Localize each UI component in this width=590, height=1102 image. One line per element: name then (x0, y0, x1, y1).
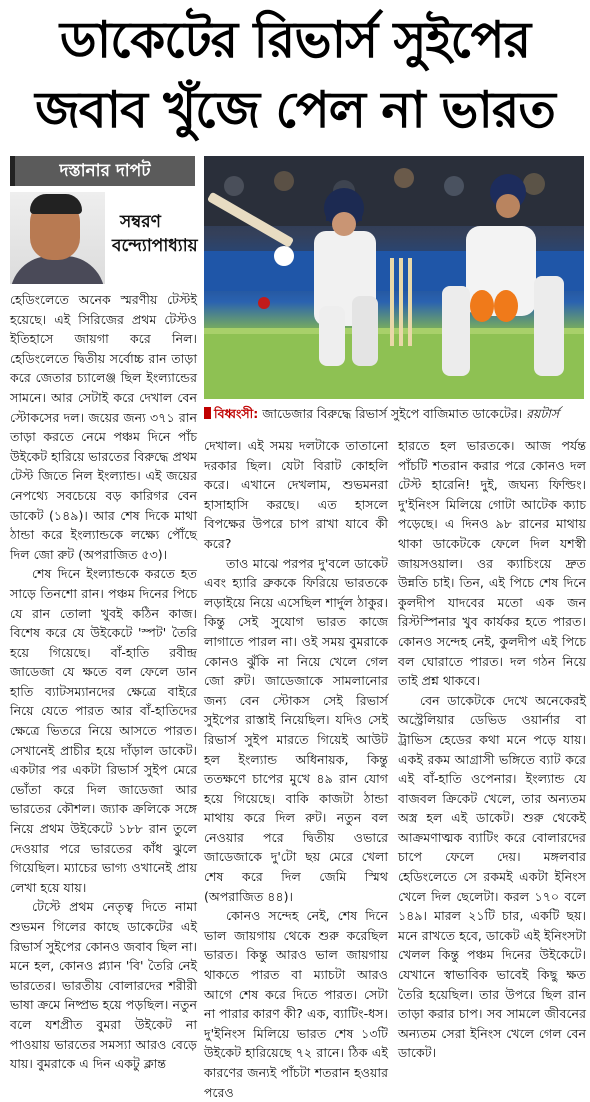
column-kicker: দস্তানার দাপট (10, 156, 195, 186)
article-column-1 (10, 290, 197, 1074)
caption-tag: বিধ্বংসী: (214, 406, 259, 421)
paragraph: কোনও সন্দেহ নেই, শেষ দিনে ভাল জায়গায় থেকে শুরু করেছিল ভারত। কিন্তু আরও ভাল জায়গায় থাকতে পারত বা ম্যাচটা আরও আগে শেষ করে দিতে পারত। সেটা না পারার কারণ কী? এক, ব্যাটিং-ধস। দু'ইনিংস মিলিয়ে ভারত শেষ ১৩টি উইকেট হারিয়েছে ৭২ রানে। ঠিক এই কারণের জন্যই পাঁচটা শতরান হওয়ার পরেও (204, 908, 389, 1100)
match-photo-illustration (204, 156, 584, 399)
paragraph: তাও মাঝে পরপর দু'বলে ডাকেট এবং হ্যারি ব্রুককে ফিরিয়ে ভারতকে লড়াইয়ে নিয়ে এসেছিল শার্দুল ঠাকুর। কিন্তু সেই সুযোগ ভারত কাজে লাগাতে পারল না। ওই সময় বুমরাকে কোনও ঝুঁকি না নিয়ে খেলে গেল জো রুট। জাডেজাকে সামলানোর জন্য বেন স্টোকস সেই রিভার্স সুইপের রাস্তাই নিয়েছিল। যদিও সেই রিভার্স সুইপ মারতে গিয়েই আউট হল ইংল্যান্ড অধিনায়ক, কিন্তু ততক্ষণে চাপের মুখে ৪৯ রান যোগ হয়ে গিয়েছে। বাকি কাজটা ঠান্ডা মাথায় করে দিল রুট। নতুন বল নেওয়ার পরে দ্বিতীয় ওভারে জাডেজাকে দু'টো ছয় মেরে খেলা শেষ করে দিল জেমি স্মিথ (অপরাজিত ৪৪)। (204, 555, 388, 904)
headline-line-2: জবাব খুঁজে পেল না ভারত (35, 81, 555, 139)
caption-marker (204, 407, 211, 419)
article-column-2 (204, 436, 388, 1102)
paragraph: বেন ডাকেটকে দেখে অনেকেরই অস্ট্রেলিয়ার ডেভিড ওয়ার্নার বা ট্রাভিস হেডের কথা মনে পড়ে যায়। একই রকম আগ্রাসী ভঙ্গিতে ব্যাট করে এই বাঁ-হাতি ওপেনার। ইংল্যান্ড যে বাজবল ক্রিকেট খেলে, তার অন্যতম অস্ত্র হল এই ডাকেট। শুরু থেকেই আক্রমণাত্মক ব্যাটিং করে বোলারদের চাপে ফেলে দেয়। মঙ্গলবার হেডিংলেতে সে রকমই একটা ইনিংস খেলে দিল ছেলেটা। করল ১৭০ বলে ১৪৯। মারল ২১টি চার, একটি ছয়। মনে রাখতে হবে, ডাকেট এই ইনিংসটা খেলল কিন্তু পঞ্চম দিনের উইকেটে। যেখানে স্বাভাবিক ভাবেই কিছু ক্ষত তৈরি হয়েছিল। তার উপরে ছিল রান তাড়া করার চাপ। সব সামলে জীবনের অন্যতম সেরা ইনিংস খেলে গেল বেন ডাকেট। (398, 692, 586, 1061)
caption-credit: রয়টার্স (526, 406, 560, 421)
paragraph: হেডিংলেতে অনেক স্মরণীয় টেস্টই হয়েছে। এই সিরিজের প্রথম টেস্টও ইতিহাসে জায়গা করে নিল। হেডিংলেতে দ্বিতীয় সর্বোচ্চ রান তাড়া করে জেতার চ্যালেঞ্জ ছিল ইংল্যান্ডের সামনে। আর সেটাই করে দেখাল বেন স্টোকসের দল। জয়ের জন্য ৩৭১ রান তাড়া করতে নেমে পঞ্চম দিনে পাঁচ উইকেট হারিয়ে ভারতের বিরুদ্ধে প্রথম টেস্ট জিতে নিল ইংল্যান্ড। এই জয়ের নেপথ্যে সবচেয়ে বড় কারিগর বেন ডাকেট (১৪৯)। আর শেষ দিকে মাথা ঠান্ডা করে ইংল্যান্ডকে লক্ষ্যে পৌঁছে দিল জো রুট (অপরাজিত ৫৩)। (10, 292, 197, 562)
author-photo (10, 192, 105, 284)
photo-caption (204, 405, 586, 423)
paragraph: দেখাল। এই সময় দলটাকে তাতানো দরকার ছিল। যেটা বিরাট কোহলি করে। এখানে দেখলাম, শুভমনরা হাসাহাসি করছে। এত হাসলে বিপক্ষের উপরে চাপ রাখা যাবে কী করে? (204, 438, 388, 551)
paragraph: হারতে হল ভারতকে। আজ পর্যন্ত পাঁচটি শতরান করার পরে কোনও দল টেস্ট হারেনি! দুই, জঘন্য ফিল্ডিং। দু'ইনিংস মিলিয়ে গোটা আটেক ক্যাচ পড়েছে। এ দিনও ৯৮ রানের মাথায় থাকা ডাকেটকে ফেলে দিল যশস্বী জায়সওয়াল। ওর ক্যাচিংয়ে দ্রুত উন্নতি চাই। তিন, এই পিচে শেষ দিনে কুলদীপ যাদবের মতো এক জন রিস্টস্পিনার খুব কার্যকর হতে পারত। কোনও সন্দেহ নেই, কুলদীপ এই পিচে বল ঘোরাতে পারত। দল গঠন নিয়ে তাই প্রশ্ন থাকবে। (398, 438, 586, 689)
article-column-3 (398, 436, 586, 1063)
author-last-name: বন্দ্যোপাধ্যায় (112, 236, 198, 256)
paragraph: টেস্টে প্রথম নেতৃত্ব দিতে নামা শুভমন গিলের কাছে ডাকেটের এই রিভার্স সুইপের কোনও জবাব ছিল না। মনে হল, কোনও প্ল্যান 'বি' তৈরি নেই ভারতের। ভারতীয় বোলারদের শরীরী ভাষা ক্রমে নিষ্প্রভ হয়ে পড়ছিল। নতুন বলে যশপ্রীত বুমরা উইকেট না পাওয়ায় ভারতের সমস্যা আরও বেড়ে যায়। বুমরাকে এ দিন একটু ক্লান্ত (10, 899, 197, 1072)
match-photo (204, 156, 584, 399)
paragraph: শেষ দিনে ইংল্যান্ডকে করতে হত সাড়ে তিনশো রান। পঞ্চম দিনের পিচে যে রান তোলা খুবই কঠিন কাজ। বিশেষ করে যে উইকেটে 'স্পট' তৈরি হয়ে গিয়েছে। বাঁ-হাতি রবীন্দ্র জাডেজা যে ক্ষতে বল ফেলে ডান হাতি ব্যাটসম্যানদের ক্ষেত্রে বাইরে নিয়ে যেতে পারত আর বাঁ-হাতিদের ক্ষেত্রে ভিতরে নিয়ে আসতে পারত। সেখানেই প্রাচীর হয়ে দাঁড়াল ডাকেট। একটার পর একটা রিভার্স সুইপ মেরে ভোঁতা করে দিল জাডেজা আর ভারতের কৌশল। জ্যাক ক্রলিকে সঙ্গে নিয়ে প্রথম উইকেটে ১৮৮ রান তুলে দেওয়ার পরে ভারতের কাঁধ ঝুলে গিয়েছিল। ম্যাচের ভাগ্য ওখানেই প্রায় লেখা হয়ে যায়। (10, 566, 197, 895)
author-byline (112, 210, 212, 258)
caption-text: জাডেজার বিরুদ্ধে রিভার্স সুইপে বাজিমাত ডাকেটের। (258, 406, 527, 421)
author-first-name: সম্বরণ (120, 212, 161, 232)
headline-line-1: ডাকেটের রিভার্স সুইপের (59, 11, 531, 69)
